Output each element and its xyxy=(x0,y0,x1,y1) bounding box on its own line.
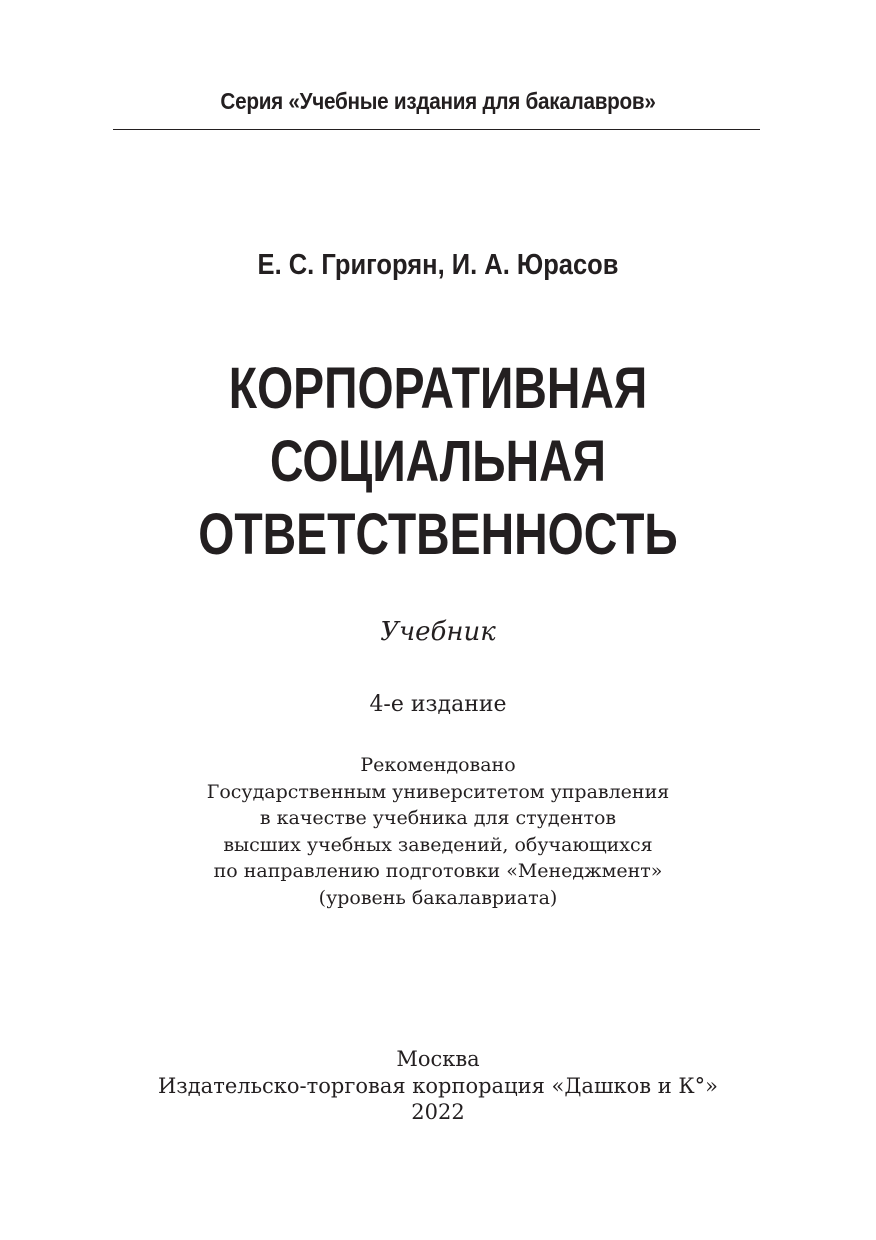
imprint-year: 2022 xyxy=(411,1100,465,1124)
book-type: Учебник xyxy=(380,617,496,647)
imprint-city: Москва xyxy=(396,1047,480,1071)
header-rule xyxy=(113,129,760,130)
book-title xyxy=(88,352,789,571)
recommendation-line: Рекомендовано xyxy=(360,754,516,776)
recommendation-line: по направлению подготовки «Менеджмент» xyxy=(213,860,663,882)
edition: 4-е издание xyxy=(369,692,507,717)
recommendation-line: (уровень бакалавриата) xyxy=(318,886,558,909)
recommendation-line: Государственным университетом управления xyxy=(206,780,670,803)
title-line: КОРПОРАТИВНАЯ xyxy=(228,356,648,421)
imprint-block xyxy=(0,1046,876,1126)
recommendation-line: в качестве учебника для студентов xyxy=(259,807,617,829)
series-title: Серия «Учебные издания для бакалавров» xyxy=(220,88,656,114)
authors: Е. С. Григорян, И. А. Юрасов xyxy=(257,249,619,281)
recommendation-line: высших учебных заведений, обучающихся xyxy=(223,833,653,856)
imprint-publisher: Издательско-торговая корпорация «Дашков и К°» xyxy=(157,1073,719,1098)
title-line: СОЦИАЛЬНАЯ xyxy=(269,429,607,494)
title-line: ОТВЕТСТВЕННОСТЬ xyxy=(198,502,678,567)
recommendation-block xyxy=(0,752,876,911)
